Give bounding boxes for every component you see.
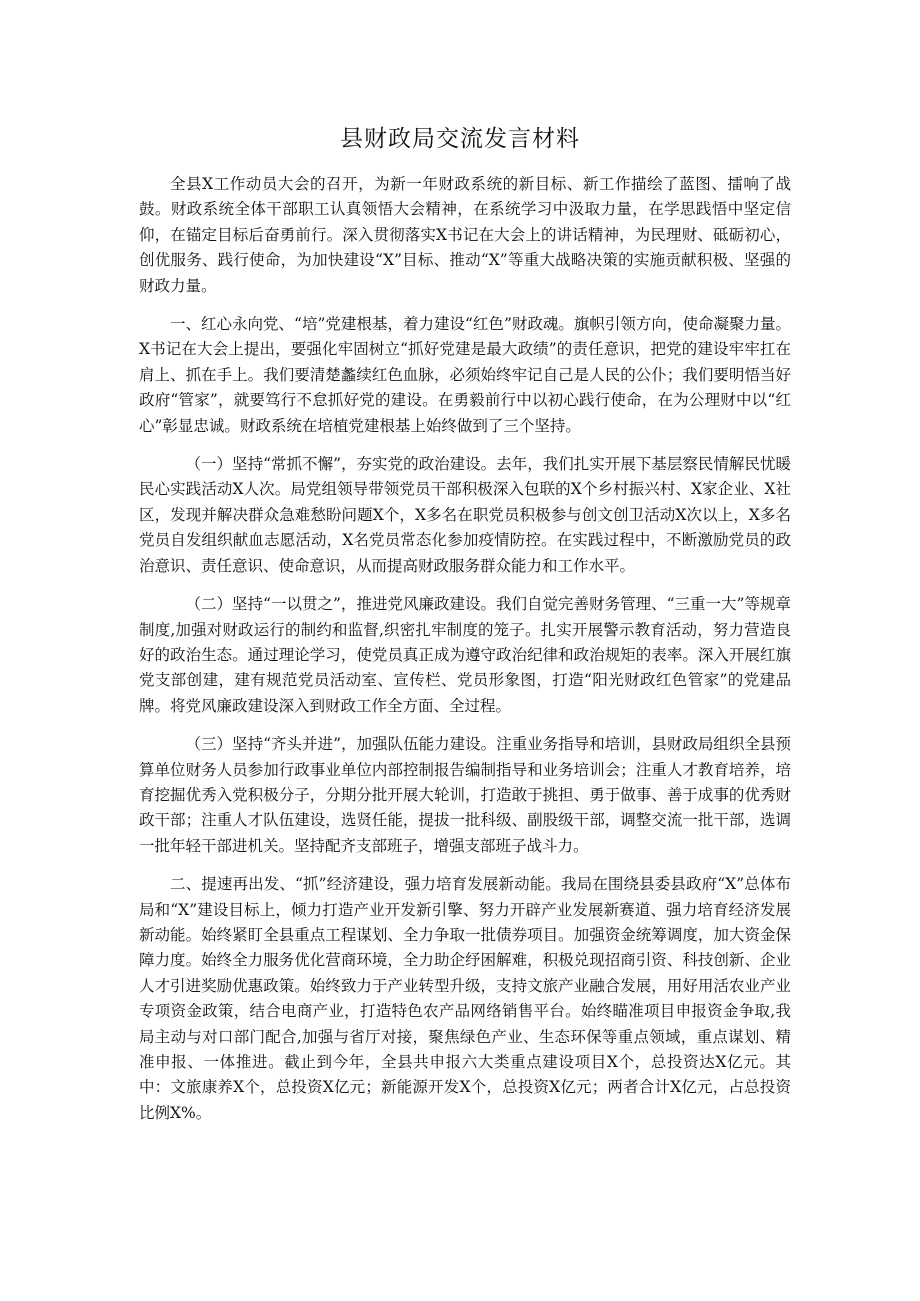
subsection-2-paragraph: （二）坚持“一以贯之”，推进党风廉政建设。我们自觉完善财务管理、“三重一大”等规章制度,加强对财政运行的制约和监督,织密扎牢制度的笼子。扎实开展警示教育活动，努力营造良好的政治生态。通过理论学习，使党员真正成为遵守政治纪律和政治规矩的表率。深入开展红旗党支部创建，建有规范党员活动室、宣传栏、党员形象图，打造“阳光财政红色管家”的党建品牌。将党风廉政建设深入到财政工作全方面、全过程。 [139, 595, 791, 715]
section-1-paragraph: 一、红心永向党、“培”党建根基，着力建设“红色”财政魂。旗帜引领方向，使命凝聚力量。X书记在大会上提出，要强化牢固树立“抓好党建是最大政绩”的责任意识，把党的建设牢牢扛在肩上、抓在手上。我们要清楚蠡续红色血脉，必须始终牢记自己是人民的公仆；我们要明悟当好政府“管家”，就要笃行不怠抓好党的建设。在勇毅前行中以初心践行使命，在为公理财中以“红心”彰显忠诚。财政系统在培植党建根基上始终做到了三个坚持。 [139, 315, 791, 435]
document-title: 县财政局交流发言材料 [340, 126, 580, 152]
document-body [139, 172, 791, 1139]
subsection-1-paragraph: （一）坚持“常抓不懈”，夯实党的政治建设。去年，我们扎实开展下基层察民情解民忧暖民心实践活动X人次。局党组领导带领党员干部积极深入包联的X个乡村振兴村、X家企业、X社区，发现并解决群众急难愁盼问题X个，X多名在职党员积极参与创文创卫活动X次以上，X多名党员自发组织献血志愿活动，X名党员常态化参加疫情防控。在实践过程中，不断激励党员的政治意识、责任意识、使命意识，从而提高财政服务群众能力和工作水平。 [139, 455, 791, 575]
section-2-paragraph: 二、提速再出发、“抓”经济建设，强力培育发展新动能。我局在围绕县委县政府“X”总体布局和“X”建设目标上，倾力打造产业开发新引擎、努力开辟产业发展新赛道、强力培育经济发展新动能。始终紧盯全县重点工程谋划、全力争取一批债券项目。加强资金统筹调度，加大资金保障力度。始终全力服务优化营商环境，全力助企纾困解难，积极兑现招商引资、科技创新、企业人才引进奖励优惠政策。始终致力于产业转型升级，支持文旅产业融合发展，用好用活农业产业专项资金政策，结合电商产业，打造特色农产品网络销售平台。始终瞄准项目申报资金争取,我局主动与对口部门配合,加强与省厅对接，聚焦绿色产业、生态环保等重点领域，重点谋划、精准申报、一体推进。截止到今年，全县共申报六大类重点建设项目X个，总投资达X亿元。其中：文旅康养X个，总投资X亿元；新能源开发X个，总投资X亿元；两者合计X亿元，占总投资比例X%。 [139, 875, 791, 1122]
subsection-3-paragraph: （三）坚持“齐头并进”，加强队伍能力建设。注重业务指导和培训，县财政局组织全县预算单位财务人员参加行政事业单位内部控制报告编制指导和业务培训会；注重人才教育培养，培育挖掘优秀入党积极分子，分期分批开展大轮训，打造敢于挑担、勇于做事、善于成事的优秀财政干部；注重人才队伍建设，选贤任能，提拔一批科级、副股级干部，调整交流一批干部，选调一批年轻干部进机关。坚持配齐支部班子，增强支部班子战斗力。 [139, 735, 791, 855]
intro-paragraph: 全县X工作动员大会的召开，为新一年财政系统的新目标、新工作描绘了蓝图、擂响了战鼓。财政系统全体干部职工认真领悟大会精神，在系统学习中汲取力量，在学思践悟中坚定信仰，在锚定目标后奋勇前行。深入贯彻落实X书记在大会上的讲话精神，为民理财、砥砺初心，创优服务、践行使命，为加快建设“X”目标、推动“X”等重大战略决策的实施贡献积极、坚强的财政力量。 [139, 175, 791, 295]
